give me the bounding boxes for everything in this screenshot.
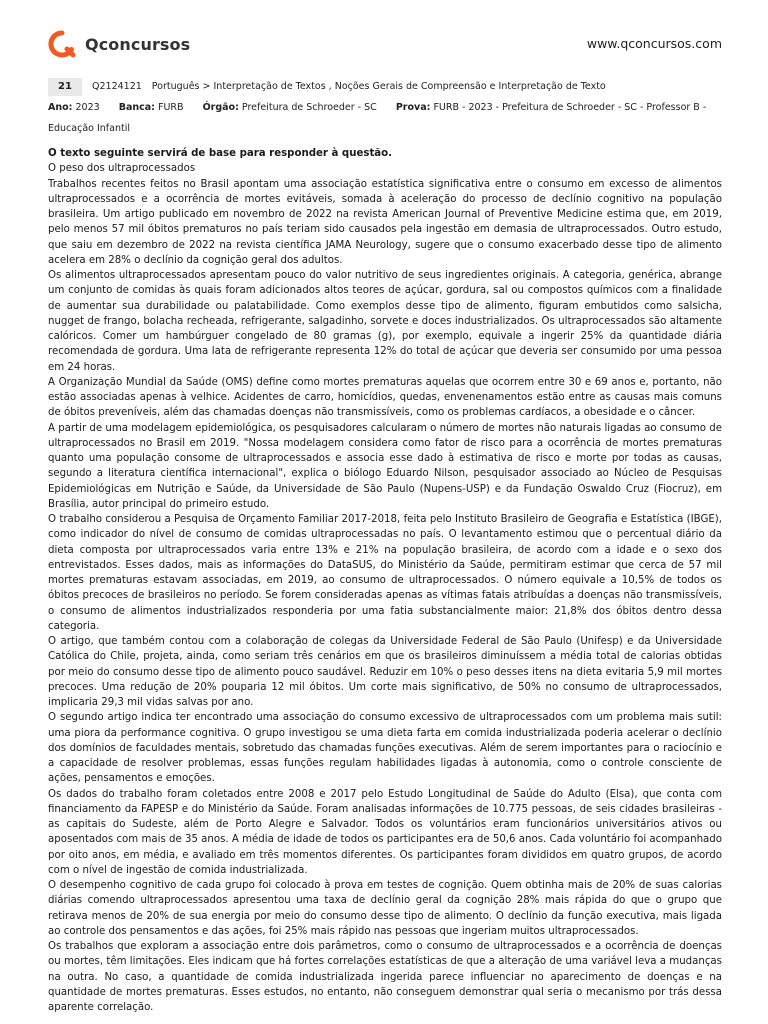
text-paragraph: O desempenho cognitivo de cada grupo foi colocado à prova em testes de cognição. Quem obtinha mais de 20% de suas calorias diárias comendo ultraprocessados apresentou uma taxa de declínio geral da cognição 28% mais rápida do que o grupo que retirava menos de 20% de sua energia por meio do consumo desse tipo de alimento. O declínio da função executiva, mais ligada ao controle dos pensamentos e das ações, foi 25% mais rápido nas pessoas que ingeriam muitos ultraprocessados. bbox=[48, 880, 722, 937]
text-paragraph: A partir de uma modelagem epidemiológica, os pesquisadores calcularam o número de mortes não naturais ligadas ao consumo de ultraprocessados no Brasil em 2019. "Nossa modelagem considera como fator de risco para a ocorrência de mortes prematuras quanto uma população consome de ultraprocessados e associa esse dado à estimativa de risco e morte por todas as causas, segundo a literatura científica internacional", explica o biólogo Eduardo Nilson, pesquisador associado ao Núcleo de Pesquisas Epidemiológicas em Nutrição e Saúde, da Universidade de São Paulo (Nupens-USP) e da Fundação Oswaldo Cruz (Fiocruz), em Brasília, autor principal do primeiro estudo. bbox=[48, 422, 722, 510]
brand-name: Qconcursos bbox=[85, 34, 191, 54]
text-paragraph: O artigo, que também contou com a colaboração de colegas da Universidade Federal de São Paulo (Unifesp) e da Universidade Católica do Chile, projeta, ainda, como seriam três cenários em que os brasileiros diminuíssem a média total de calorias obtidas por meio do consumo desse tipo de alimento pouco saudável. Reduzir em 10% o peso desses itens na dieta evitaria 5,9 mil mortes precoces. Uma redução de 20% pouparia 12 mil óbitos. Um corte mais significativo, de 50% no consumo de ultraprocessados, implicaria 29,3 mil vidas salvas por ano. bbox=[48, 636, 722, 708]
text-paragraph: Os dados do trabalho foram coletados entre 2008 e 2017 pelo Estudo Longitudinal de Saúde do Adulto (Elsa), que conta com financiamento da FAPESP e do Ministério da Saúde. Foram analisadas informações de 10.775 pessoas, de seis cidades brasileiras - as capitais do Sudeste, além de Porto Alegre e Salvador. Todos os voluntários eram funcionários universitários ativos ou aposentados com mais de 35 anos. A média de idade de todos os participantes era de 50,6 anos. Cada voluntário foi acompanhado por oito anos, em média, e avaliado em três momentos diferentes. Os participantes foram divididos em quatro grupos, de acordo com o nível de ingestão de comida industrializada. bbox=[48, 788, 722, 876]
text-paragraph: O segundo artigo indica ter encontrado uma associação do consumo excessivo de ultraprocessados com um problema mais sutil: uma piora da performance cognitiva. O grupo investigou se uma dieta farta em comida industrializada poderia acelerar o declínio dos domínios de faculdades mentais, sobretudo das chamadas funções executivas. Além de serem importantes para o raciocínio e a capacidade de resolver problemas, essas funções regulam habilidades ligadas à autonomia, como o controle consciente de ações, pensamentos e emoções. bbox=[48, 712, 722, 785]
ano-label: Ano: bbox=[48, 102, 73, 113]
question-subject: Português > Interpretação de Textos , Noções Gerais de Compreensão e Interpretação de Texto bbox=[151, 81, 606, 92]
text-paragraph: O trabalho considerou a Pesquisa de Orçamento Familiar 2017-2018, feita pelo Instituto Brasileiro de Geografia e Estatística (IBGE), como indicador do nível de consumo de comidas ultraprocessadas no país. O levantamento estimou que o percentual diário da dieta composta por ultraprocessados varia entre 13% e 21% na população brasileira, de acordo com a idade e o sexo dos entrevistados. Esses dados, mais as informações do DataSUS, do Ministério da Saúde, permitiram estimar que cerca de 57 mil mortes prematuras estavam associadas, em 2019, ao consumo de ultraprocessados. O número equivale a 10,5% de todos os óbitos precoces de brasileiros no período. Se forem consideradas apenas as vítimas fatais atribuídas a doenças não transmissíveis, o consumo de alimentos industrializados responderia por uma fatia substancialmente maior: 21,8% dos óbitos dentro dessa categoria. bbox=[48, 514, 722, 632]
brand-logo[interactable] bbox=[48, 30, 190, 58]
question-header-row bbox=[48, 76, 722, 97]
prova-value[interactable]: FURB - 2023 - Prefeitura de Schroeder - SC - Professor B - bbox=[433, 102, 707, 113]
question-meta bbox=[48, 76, 722, 139]
text-paragraph: Trabalhos recentes feitos no Brasil apontam uma associação estatística significativa entre o consumo em excesso de alimentos ultraprocessados e a ocorrência de mortes evitáveis, somada à aceleração do processo de declínio cognitivo na população brasileira. Um artigo publicado em novembro de 2022 na revista American Journal of Preventive Medicine estima que, em 2019, pelo menos 57 mil óbitos prematuros no país teriam sido causados pela ingestão em demasia de ultraprocessados. Outro estudo, que saiu em dezembro de 2022 na revista científica JAMA Neurology, sugere que o consumo exacerbado desse tipo de alimento acelera em 28% o declínio da cognição geral dos adultos. bbox=[48, 178, 722, 266]
prova-continuation-row bbox=[48, 118, 722, 139]
text-title: O peso dos ultraprocessados bbox=[48, 163, 196, 175]
question-number-badge: 21 bbox=[48, 78, 82, 96]
orgao-label: Órgão: bbox=[202, 102, 239, 113]
question-id[interactable]: Q2124121 bbox=[92, 81, 142, 92]
text-lead: O texto seguinte servirá de base para responder à questão. bbox=[48, 148, 393, 159]
orgao-value[interactable]: Prefeitura de Schroeder - SC bbox=[241, 102, 377, 113]
text-paragraph: Os trabalhos que exploram a associação entre dois parâmetros, como o consumo de ultraprocessados e a ocorrência de doenças ou mortes, têm limitações. Eles indicam que há fortes correlações estatísticas de que a alteração de uma variável leva a mudanças na outra. No caso, a quantidade de comida industrializada ingerida parece influenciar no aparecimento de doenças e na quantidade de mortes prematuras. Esses estudos, no entanto, não conseguem demonstrar qual seria o mecanismo por trás dessa aparente correlação. bbox=[48, 941, 722, 1013]
question-info-row bbox=[48, 97, 722, 118]
qconcursos-logo-icon bbox=[48, 30, 76, 58]
question-text bbox=[48, 146, 722, 1015]
site-url-link[interactable]: www.qconcursos.com bbox=[586, 36, 722, 51]
ano-value: 2023 bbox=[75, 102, 100, 113]
prova-value-continuation[interactable]: Educação Infantil bbox=[48, 123, 130, 134]
prova-label: Prova: bbox=[395, 102, 431, 113]
text-paragraph: Os alimentos ultraprocessados apresentam pouco do valor nutritivo de seus ingredientes originais. A categoria, genérica, abrange um conjunto de comidas às quais foram adicionados altos teores de açúcar, gordura, sal ou compostos químicos com a finalidade de aumentar sua durabilidade ou palatabilidade. Como exemplos desse tipo de alimento, figuram embutidos como salsicha, nugget de frango, bolacha recheada, refrigerante, salgadinho, sorvete e doces industrializados. Os ultraprocessados são altamente calóricos. Comer um hambúrguer congelado de 80 gramas (g), por exemplo, equivale a ingerir 25% da quantidade diária recomendada de gordura. Uma lata de refrigerante representa 12% do total de açúcar que deveria ser consumido por uma pessoa em 24 horas. bbox=[48, 270, 722, 373]
text-paragraph: A Organização Mundial da Saúde (OMS) define como mortes prematuras aquelas que ocorrem entre 30 e 69 anos e, portanto, não estão associadas apenas à velhice. Acidentes de carro, homicídios, quedas, envenenamentos estão entre as causas mais comuns de óbitos preveníveis, além das chamadas doenças não transmissíveis, como os problemas cardíacos, a obesidade e o câncer. bbox=[48, 376, 722, 419]
banca-value[interactable]: FURB bbox=[158, 102, 184, 113]
page-header bbox=[48, 30, 722, 60]
banca-label: Banca: bbox=[118, 102, 155, 113]
